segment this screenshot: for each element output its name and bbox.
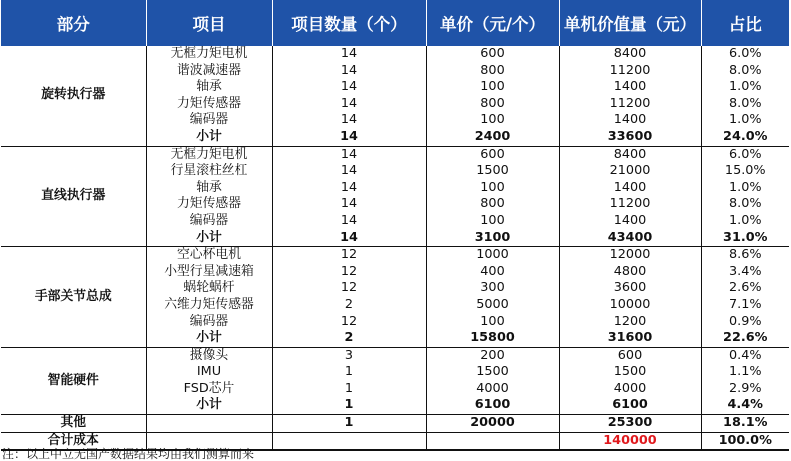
unit-price-cell: 300: [426, 280, 559, 297]
header-cell-unit-value: 单机价值量（元）: [559, 0, 701, 46]
quantity-cell: 14: [272, 46, 426, 63]
quantity-cell: 12: [272, 314, 426, 331]
quantity-cell: 12: [272, 280, 426, 297]
unit-value-cell: 8400: [559, 146, 701, 163]
table-row: [1, 146, 789, 163]
table-body: [1, 46, 789, 450]
total-unit-price-cell: [426, 432, 559, 450]
other-unit-value-cell: 25300: [559, 415, 701, 433]
item-cell: IMU: [146, 364, 272, 381]
subtotal-unit-value-cell: 31600: [559, 330, 701, 347]
subtotal-unit-price-cell: 15800: [426, 330, 559, 347]
unit-value-cell: 8400: [559, 46, 701, 63]
item-cell: 力矩传感器: [146, 96, 272, 113]
unit-value-cell: 1500: [559, 364, 701, 381]
item-cell: 六维力矩传感器: [146, 297, 272, 314]
quantity-cell: 12: [272, 247, 426, 264]
unit-value-cell: 1400: [559, 213, 701, 230]
subtotal-share-cell: 24.0%: [701, 129, 789, 146]
unit-price-cell: 600: [426, 146, 559, 163]
quantity-cell: 14: [272, 196, 426, 213]
unit-price-cell: 1500: [426, 163, 559, 180]
subtotal-quantity-cell: 14: [272, 129, 426, 146]
subtotal-share-cell: 22.6%: [701, 330, 789, 347]
share-cell: 6.0%: [728, 46, 762, 61]
other-unit-price-cell: 20000: [426, 415, 559, 433]
subtotal-quantity-cell: 1: [272, 397, 426, 414]
item-cell: 行星滚柱丝杠: [146, 163, 272, 180]
quantity-cell: 14: [272, 79, 426, 96]
quantity-cell: 1: [272, 381, 426, 398]
share-cell: 0.9%: [728, 313, 762, 329]
unit-price-cell: 100: [426, 180, 559, 197]
unit-price-cell: 1000: [426, 247, 559, 264]
header-cell-unit-price: 单价（元/个）: [426, 0, 559, 46]
total-part-cell: 合计成本: [1, 432, 146, 450]
other-share-cell: 18.1%: [701, 415, 789, 433]
total-unit-value-cell: 140000: [559, 432, 701, 450]
unit-price-cell: 800: [426, 96, 559, 113]
header-cell-item: 项目: [146, 0, 272, 46]
subtotal-unit-price-cell: 2400: [426, 129, 559, 146]
subtotal-item-cell: 小计: [146, 397, 272, 414]
item-cell: 编码器: [146, 112, 272, 129]
quantity-cell: 14: [272, 180, 426, 197]
item-cell: 无框力矩电机: [146, 46, 272, 63]
unit-price-cell: 200: [426, 347, 559, 364]
subtotal-unit-value-cell: 6100: [559, 397, 701, 414]
subtotal-quantity-cell: 14: [272, 230, 426, 247]
quantity-cell: 14: [272, 112, 426, 129]
header-cell-part: 部分: [1, 0, 146, 46]
part-cell: 智能硬件: [1, 347, 146, 414]
quantity-cell: 14: [272, 213, 426, 230]
share-cell: 2.6%: [728, 280, 762, 296]
unit-price-cell: 100: [426, 112, 559, 129]
other-quantity-cell: 1: [272, 415, 426, 433]
unit-price-cell: 800: [426, 63, 559, 80]
unit-price-cell: 100: [426, 213, 559, 230]
subtotal-share-cell: 4.4%: [701, 397, 789, 414]
table-row: [1, 347, 789, 364]
unit-value-cell: 1400: [559, 79, 701, 96]
table-row: [1, 247, 789, 264]
total-quantity-cell: [272, 432, 426, 450]
unit-value-cell: 21000: [559, 163, 701, 180]
subtotal-unit-value-cell: 43400: [559, 230, 701, 247]
share-cell: 0.4%: [728, 347, 762, 363]
subtotal-item-cell: 小计: [146, 330, 272, 347]
share-cell: 3.4%: [728, 263, 762, 279]
item-cell: 谐波减速器: [146, 63, 272, 80]
share-cell: 7.1%: [728, 296, 762, 312]
subtotal-unit-price-cell: 6100: [426, 397, 559, 414]
item-cell: 小型行星减速箱: [146, 264, 272, 281]
unit-price-cell: 100: [426, 79, 559, 96]
unit-value-cell: 11200: [559, 196, 701, 213]
item-cell: 无框力矩电机: [146, 146, 272, 163]
subtotal-item-cell: 小计: [146, 230, 272, 247]
share-cell: 1.0%: [728, 212, 762, 228]
part-cell: 旋转执行器: [1, 46, 146, 146]
subtotal-unit-price-cell: 3100: [426, 230, 559, 247]
quantity-cell: 2: [272, 297, 426, 314]
item-cell: 轴承: [146, 180, 272, 197]
unit-price-cell: 400: [426, 264, 559, 281]
unit-value-cell: 4000: [559, 381, 701, 398]
item-cell: 编码器: [146, 314, 272, 331]
quantity-cell: 14: [272, 63, 426, 80]
part-cell: 手部关节总成: [1, 247, 146, 348]
cost-breakdown-table: [1, 0, 789, 451]
item-cell: 编码器: [146, 213, 272, 230]
share-cell: 1.1%: [728, 364, 762, 380]
quantity-cell: 14: [272, 163, 426, 180]
unit-value-cell: 11200: [559, 96, 701, 113]
share-cell: 8.0%: [728, 62, 762, 78]
other-part-cell: 其他: [1, 415, 146, 433]
header-cell-quantity: 项目数量（个）: [272, 0, 426, 46]
share-cell: 8.0%: [728, 196, 762, 212]
item-cell: 蜗轮蜗杆: [146, 280, 272, 297]
item-cell: 空心杯电机: [146, 247, 272, 264]
item-cell: 轴承: [146, 79, 272, 96]
subtotal-quantity-cell: 2: [272, 330, 426, 347]
unit-price-cell: 600: [426, 46, 559, 63]
other-row: [1, 415, 789, 433]
subtotal-item-cell: 小计: [146, 129, 272, 146]
header-row: [1, 0, 789, 46]
other-item-cell: [146, 415, 272, 433]
total-share-cell: 100.0%: [701, 432, 789, 450]
unit-price-cell: 800: [426, 196, 559, 213]
table-row: [1, 46, 789, 63]
unit-value-cell: 4800: [559, 264, 701, 281]
quantity-cell: 1: [272, 364, 426, 381]
share-cell: 1.0%: [728, 79, 762, 95]
item-cell: 力矩传感器: [146, 196, 272, 213]
unit-price-cell: 4000: [426, 381, 559, 398]
subtotal-share-cell: 31.0%: [701, 230, 789, 247]
share-cell: 8.6%: [728, 247, 762, 263]
share-cell: 6.0%: [728, 146, 762, 162]
share-cell: 1.0%: [728, 179, 762, 195]
unit-value-cell: 3600: [559, 280, 701, 297]
quantity-cell: 12: [272, 264, 426, 281]
item-cell: FSD芯片: [146, 381, 272, 398]
unit-value-cell: 600: [559, 347, 701, 364]
unit-price-cell: 1500: [426, 364, 559, 381]
share-cell: 2.9%: [728, 380, 762, 396]
header-cell-share: 占比: [701, 0, 789, 46]
unit-price-cell: 100: [426, 314, 559, 331]
unit-value-cell: 1200: [559, 314, 701, 331]
unit-value-cell: 1400: [559, 112, 701, 129]
footnote: 注：以上中立无国产数据结果均由我们测算而来: [2, 447, 255, 461]
unit-value-cell: 11200: [559, 63, 701, 80]
share-cell: 15.0%: [724, 163, 766, 179]
subtotal-unit-value-cell: 33600: [559, 129, 701, 146]
unit-value-cell: 1400: [559, 180, 701, 197]
quantity-cell: 3: [272, 347, 426, 364]
quantity-cell: 14: [272, 146, 426, 163]
unit-value-cell: 10000: [559, 297, 701, 314]
part-cell: 直线执行器: [1, 146, 146, 247]
share-cell: 1.0%: [728, 112, 762, 128]
share-cell: 8.0%: [728, 95, 762, 111]
quantity-cell: 14: [272, 96, 426, 113]
item-cell: 摄像头: [146, 347, 272, 364]
unit-value-cell: 12000: [559, 247, 701, 264]
unit-price-cell: 5000: [426, 297, 559, 314]
